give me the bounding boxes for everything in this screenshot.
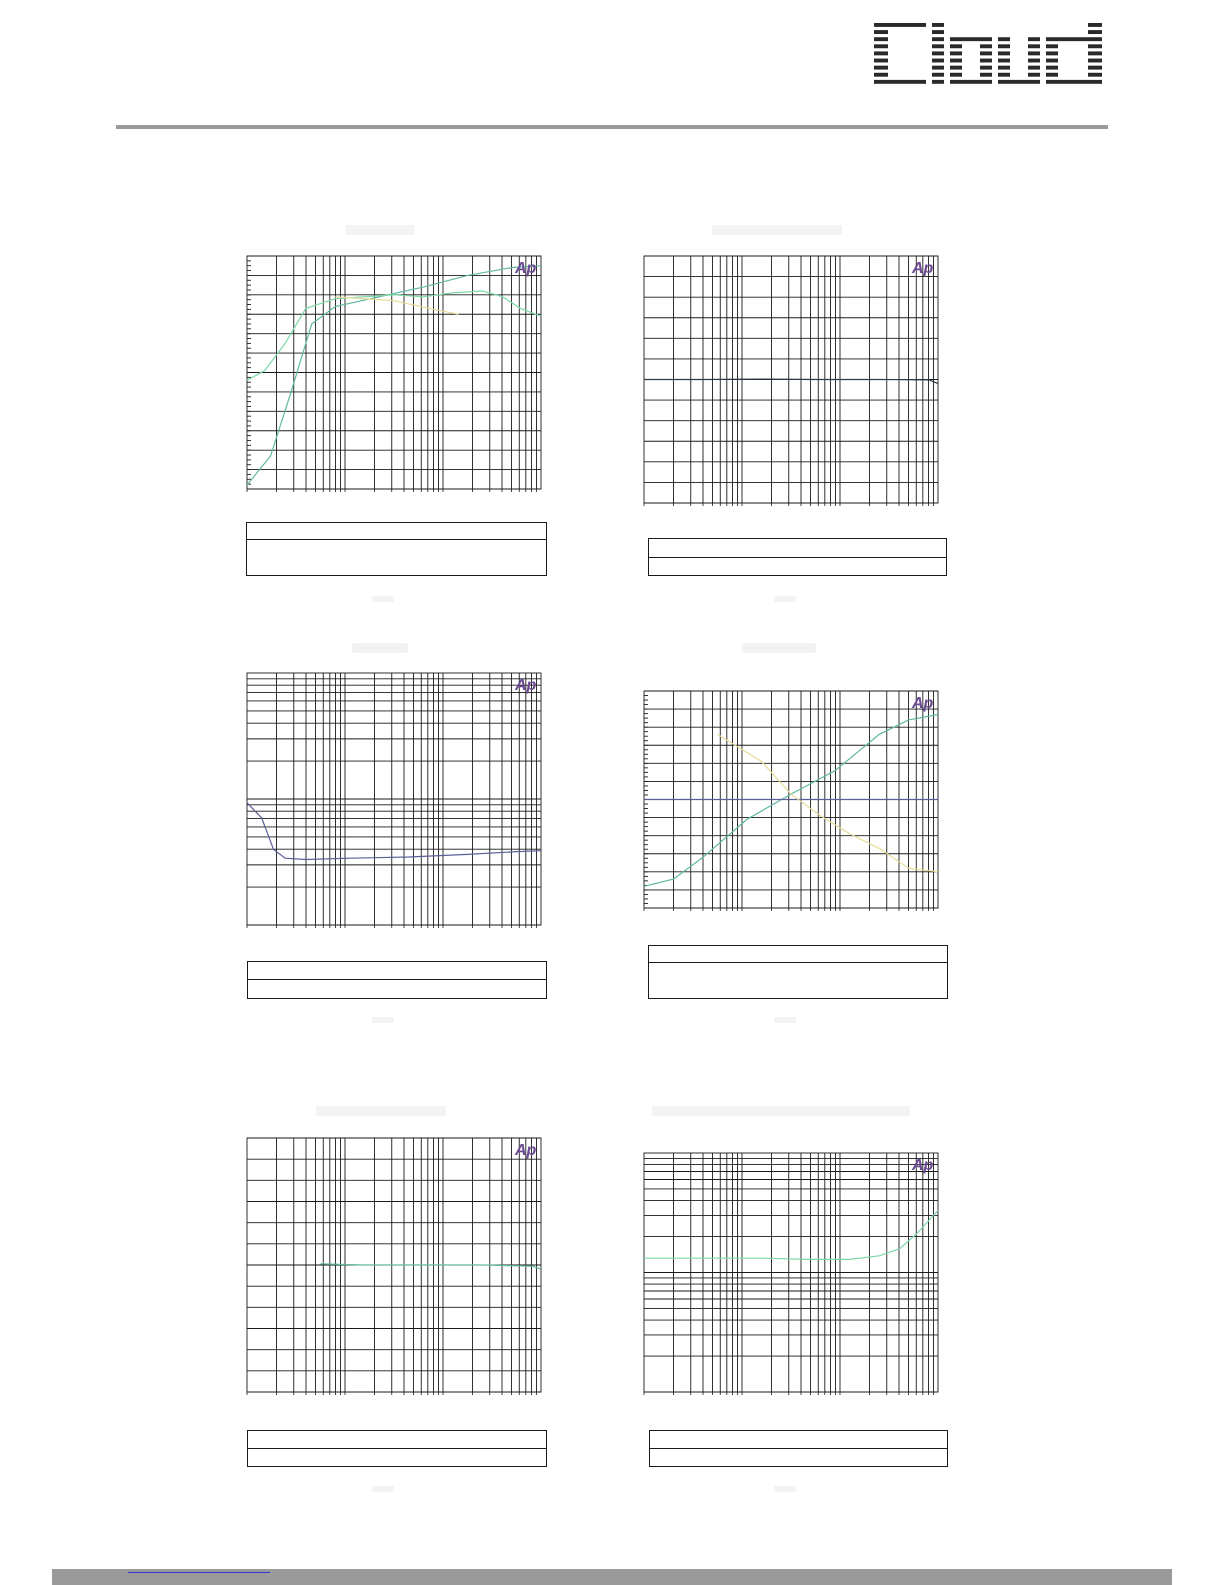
graph-6 <box>642 1152 944 1400</box>
trace-3 <box>335 297 459 315</box>
legend-box-6 <box>649 1430 948 1467</box>
ap-logo: Ap <box>912 260 934 277</box>
letter-c <box>874 23 926 84</box>
ap-logo: Ap <box>515 260 537 277</box>
graph-2 <box>642 255 944 511</box>
cloud-logo <box>874 22 1102 86</box>
letter-o <box>950 37 992 84</box>
graph-5 <box>245 1137 547 1400</box>
ap-logo: Ap <box>912 1157 934 1174</box>
legend-box-5 <box>247 1430 547 1467</box>
legend-header-row <box>247 523 546 540</box>
trace-3 <box>718 734 939 871</box>
legend-header-row <box>248 1431 546 1449</box>
figure-caption-4 <box>774 1017 796 1023</box>
legend-box-3 <box>247 961 547 999</box>
ap-logo: Ap <box>515 677 537 694</box>
chart-title-4 <box>742 643 816 653</box>
x-ticks <box>644 503 934 506</box>
figure-caption-6 <box>774 1486 796 1492</box>
legend-header-row <box>650 1431 947 1449</box>
x-ticks <box>247 925 537 928</box>
figure-caption-2 <box>774 596 796 602</box>
letter-d <box>1046 23 1102 84</box>
chart-title-5 <box>316 1106 446 1116</box>
legend-box-4 <box>648 945 948 999</box>
trace-1 <box>644 379 938 384</box>
logo-stripes <box>874 23 1102 84</box>
letter-l <box>932 23 944 84</box>
trace-1 <box>644 1210 938 1259</box>
footer-link[interactable] <box>128 1572 270 1573</box>
chart-title-3 <box>352 643 408 653</box>
grid <box>644 1153 938 1392</box>
x-ticks <box>644 908 934 911</box>
legend-header-row <box>649 539 946 558</box>
chart-title-2 <box>712 225 842 235</box>
figure-caption-5 <box>372 1486 394 1492</box>
graph-4 <box>642 690 944 916</box>
header-rule <box>116 125 1108 129</box>
chart-title-6 <box>652 1106 910 1116</box>
x-ticks <box>247 489 537 492</box>
legend-header-row <box>248 962 546 980</box>
legend-header-row <box>649 946 947 963</box>
grid <box>247 256 541 489</box>
legend-box-1 <box>246 522 547 576</box>
trace-1 <box>247 266 541 485</box>
graph-1 <box>245 255 547 497</box>
trace-1 <box>644 715 938 887</box>
ap-logo: Ap <box>515 1142 537 1159</box>
letter-u <box>998 37 1040 84</box>
ap-logo: Ap <box>912 695 934 712</box>
graph-3 <box>245 672 547 933</box>
chart-title-1 <box>345 225 415 235</box>
figure-caption-1 <box>372 596 394 602</box>
grid <box>247 673 541 925</box>
trace-2 <box>247 291 541 380</box>
figure-caption-3 <box>372 1017 394 1023</box>
legend-box-2 <box>648 538 947 576</box>
